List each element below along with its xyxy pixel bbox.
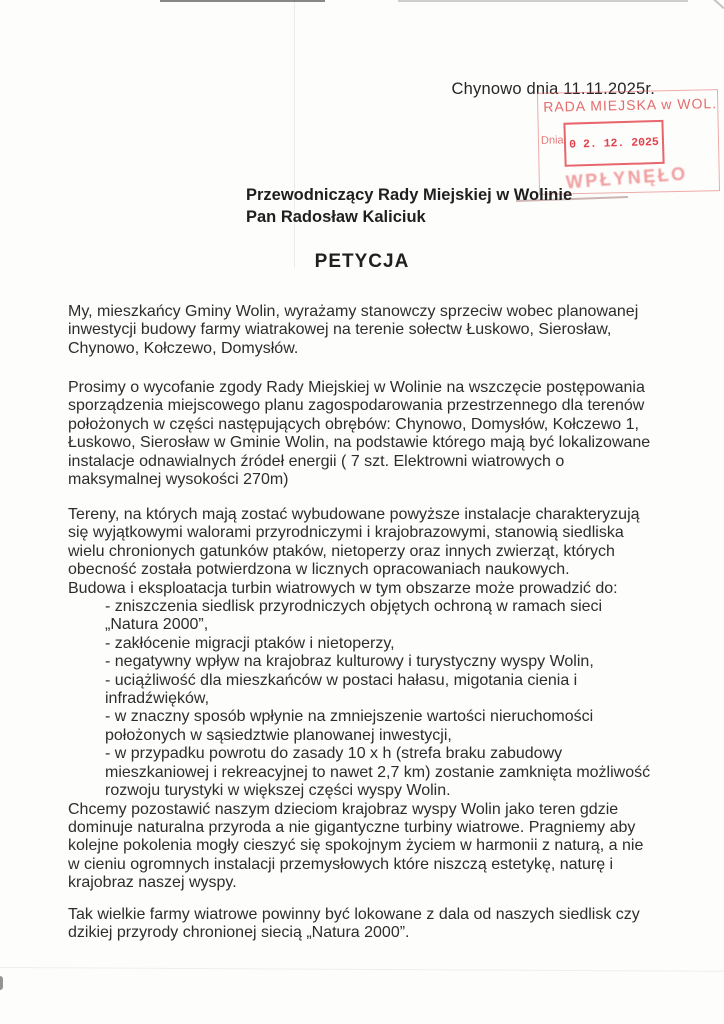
scan-edge-smudge	[160, 0, 325, 2]
paragraph-closing	[68, 906, 640, 943]
text-line: Prosimy o wycofanie zgody Rady Miejskiej w Wolinie na wszczęcie postępowania	[68, 379, 645, 396]
text-line: się wyjątkowymi walorami przyrodniczymi i krajobrazowymi, stanowią siedliska	[68, 524, 624, 542]
text-line: sporządzenia miejscowego planu zagospodarowania przestrzennego dla terenów	[68, 397, 645, 415]
text-line: - w przypadku powrotu do zasady 10 x h (strefa braku zabudowy	[105, 745, 563, 763]
paragraph-legacy	[68, 801, 650, 893]
text-line: Łuskowo, Sierosław w Gminie Wolin, na podstawie którego mają być lokalizowane	[68, 434, 651, 452]
text-line: - zakłócenie migracji ptaków i nietoperzy,	[105, 634, 395, 652]
text-line: infradźwięków,	[105, 690, 210, 708]
text-line: dominuje naturalna przyroda a nie gigantyczne turbiny wiatrowe. Pragniemy aby	[68, 818, 636, 836]
text-line: - uciążliwość dla mieszkańców w postaci hałasu, migotania cienia i	[105, 671, 578, 689]
text-line: Tereny, na których mają zostać wybudowane powyższe instalacje charakteryzują	[68, 506, 640, 523]
scan-corner-artifact	[711, 0, 724, 9]
letter-date: Chynowo dnia 11.11.2025r.	[451, 80, 655, 98]
text-line: kolejne pokolenia mogły cieszyć się spokojnym życiem w harmonii z naturą, a nie	[68, 837, 644, 855]
text-line: maksymalnej wysokości 270m)	[68, 471, 289, 489]
text-line: Przewodniczący Rady Miejskiej w Wolinie	[246, 186, 573, 204]
text-line: krajobraz naszej wyspy.	[68, 874, 237, 892]
stamp-date-box	[563, 120, 664, 167]
text-line: położonych w sąsiedztwie planowanej inwestycji,	[105, 726, 452, 744]
scan-edge-artifact	[0, 976, 3, 990]
text-line: instalacje odnawialnych źródeł energii ( 7 szt. Elektrowni wiatrowych o	[68, 452, 565, 470]
text-line: - zniszczenia siedlisk przyrodniczych objętych ochroną w ramach sieci	[105, 598, 603, 616]
text-line: wielu chronionych gatunków ptaków, nietoperzy oraz innych zwierząt, których	[68, 542, 615, 560]
stamp-date-label: Dnia	[540, 134, 564, 147]
paragraph-nature	[68, 506, 650, 598]
text-line: rozwoju turystyki w większej części wyspy Wolin.	[105, 782, 451, 800]
scan-edge-smudge	[398, 0, 688, 2]
text-line: Chcemy pozostawić naszym dzieciom krajobraz wyspy Wolin jako teren gdzie	[68, 800, 619, 818]
text-line: położonych w części następujących obrębów: Chynowo, Domysłów, Kołczewo 1,	[68, 415, 639, 433]
text-line: obecność została potwierdzona w licznych opracowaniach naukowych.	[68, 561, 570, 579]
text-line: Pan Radosław Kaliciuk	[246, 208, 426, 226]
stamp-office-name: RADA MIEJSKA w WOL.	[543, 95, 718, 115]
petition-title: PETYCJA	[314, 251, 410, 272]
text-line: - negatywny wpływ na krajobraz kulturowy i turystyczny wyspy Wolin,	[105, 653, 594, 671]
text-line: „Natura 2000”,	[105, 616, 209, 634]
paragraph-arguments	[68, 506, 650, 893]
text-line: My, mieszkańcy Gminy Wolin, wyrażamy stanowczy sprzeciw wobec planowanej	[68, 303, 639, 320]
received-stamp	[537, 89, 720, 195]
stamp-received-label: WPŁYNĘŁO	[565, 163, 689, 193]
text-line: dzikiej przyrody chronionej siecią „Natura 2000”.	[68, 924, 410, 942]
text-line: w cieniu ogromnych instalacji przemysłowych które niszczą estetykę, naturę i	[68, 855, 614, 873]
scan-bottom-line	[0, 967, 724, 972]
paragraph-intro	[68, 303, 638, 358]
bullet-list	[105, 598, 650, 800]
text-line: Budowa i eksploatacja turbin wiatrowych w tym obszarze może prowadzić do:	[68, 579, 618, 597]
text-line: inwestycji budowy farmy wiatrakowej na terenie sołectw Łuskowo, Sierosław,	[68, 321, 612, 339]
paragraph-request	[68, 379, 650, 489]
stamp-date-value: 0 2. 12. 2025	[568, 135, 660, 152]
recipient-block	[246, 184, 572, 228]
text-line: Tak wielkie farmy wiatrowe powinny być lokowane z dala od naszych siedlisk czy	[68, 906, 640, 923]
text-line: Chynowo, Kołczewo, Domysłów.	[68, 339, 299, 357]
text-line: mieszkaniowej i rekreacyjnej to nawet 2,7 km) zostanie zamknięta możliwość	[105, 763, 651, 781]
text-line: - w znaczny sposób wpłynie na zmniejszenie wartości nieruchomości	[105, 708, 594, 726]
